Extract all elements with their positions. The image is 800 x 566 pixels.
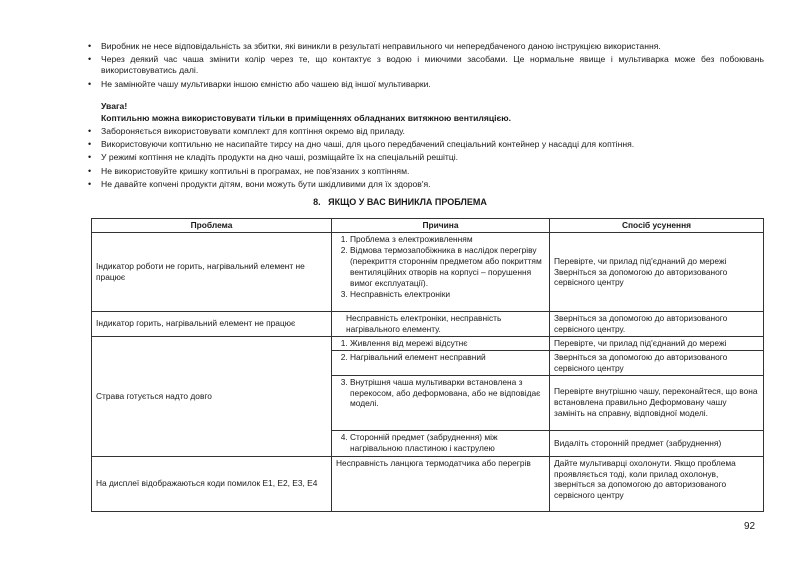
cause-cell [332,375,550,430]
table-row [92,456,764,511]
cause-cell [332,350,550,375]
table-row [92,336,764,350]
header-solution: Спосіб усунення [550,219,764,233]
section-title: 8. ЯКЩО У ВАС ВИНИКЛА ПРОБЛЕМА [313,197,487,207]
solution-cell: Перевірте внутрішню чашу, переконайтеся, що вона встановлена правильно Деформовану чашу замініть на справну, відповідної моделі. [550,375,764,430]
page-number: 92 [744,521,756,532]
cause-cell [332,336,550,350]
problem-cell: На дисплеї відображаються коди помилок Е1, Е2, Е3, Е4 [92,456,332,511]
list-item: • Виробник не несе відповідальність за збитки, які виникли в результаті неправильного чи непередбаченого даною інструкцією використання. [88,41,764,52]
problem-cell: Індикатор горить, нагрівальний елемент не працює [92,312,332,337]
cause-cell [332,233,550,312]
list-item: • У режимі коптіння не кладіть продукти на дно чаші, розміщайте їх на спеціальній решітці. [88,152,764,163]
warning-title: Увага! [101,101,128,111]
cause-item: 1. Проблема з електроживленням [350,234,545,245]
cause-item: 2. Нагрівальний елемент несправний [350,352,545,363]
problem-cell: Страва готується надто довго [92,336,332,456]
list-item: • Через деякий час чаша змінити колір через те, що контактує з водою і миючими засобами. Це нормальне явище і мультиварка може без побоювань використовуватись далі. [88,54,764,76]
solution-cell: Перевірте, чи прилад під'єднаний до мережі Зверніться за допомогою до авторизованого сервісного центру [550,233,764,312]
cause-item: 4. Сторонній предмет (забруднення) між нагрівальною пластиною і каструлею [350,432,545,454]
table-header-row [92,219,764,233]
cause-cell: Несправність ланцюга термодатчика або перегрів [332,456,550,511]
cause-item: 3. Внутрішня чаша мультиварки встановлена з перекосом, або деформована, або не відповідає моделі. [350,377,545,410]
troubleshooting-table [91,218,764,512]
list-item: • Забороняється використовувати комплект для коптіння окремо від приладу. [88,126,764,137]
warning-text: Коптильню можна використовувати тільки в приміщеннях обладнаних витяжною вентиляцією. [101,113,511,124]
list-item: • Не давайте копчені продукти дітям, вони можуть бути шкідливими для їх здоров'я. [88,179,764,190]
cause-cell: Несправність електроніки, несправність нагрівального елементу. [332,312,550,337]
solution-cell: Дайте мультиварці охолонути. Якщо проблема проявляється тоді, коли прилад охолонув, зверніться за допомогою до авторизованого сервісного центру [550,456,764,511]
cause-item: 3. Несправність електроніки [350,289,545,300]
smoking-bullet-list [88,126,764,190]
list-item: • Не використовуйте кришку коптильні в програмах, не пов'язаних з коптінням. [88,166,764,177]
warning-block [101,101,511,125]
top-bullet-list [88,41,764,90]
list-item: • Не замінюйте чашу мультиварки іншою ємністю або чашею від іншої мультиварки. [88,79,764,90]
cause-cell [332,430,550,456]
problem-cell: Індикатор роботи не горить, нагрівальний елемент не працює [92,233,332,312]
list-item: • Використовуючи коптильню не насипайте тирсу на дно чаші, для цього передбачений спеціальний контейнер у насадці для коптіння. [88,139,764,150]
solution-cell: Зверніться за допомогою до авторизованого сервісного центру. [550,312,764,337]
cause-item: 2. Відмова термозапобіжника в наслідок перегріву (перекриття стороннім предметом або покриттям вентиляційних отворів на корпусі – порушення вимог експлуатації). [350,245,545,289]
header-problem: Проблема [92,219,332,233]
solution-cell: Видаліть сторонній предмет (забруднення) [550,430,764,456]
solution-cell: Перевірте, чи прилад під'єднаний до мережі [550,336,764,350]
header-cause: Причина [332,219,550,233]
cause-item: 1. Живлення від мережі відсутнє [350,338,545,349]
table-row [92,312,764,337]
solution-cell: Зверніться за допомогою до авторизованого сервісного центру [550,350,764,375]
table-row [92,233,764,312]
cause-list [336,234,545,300]
